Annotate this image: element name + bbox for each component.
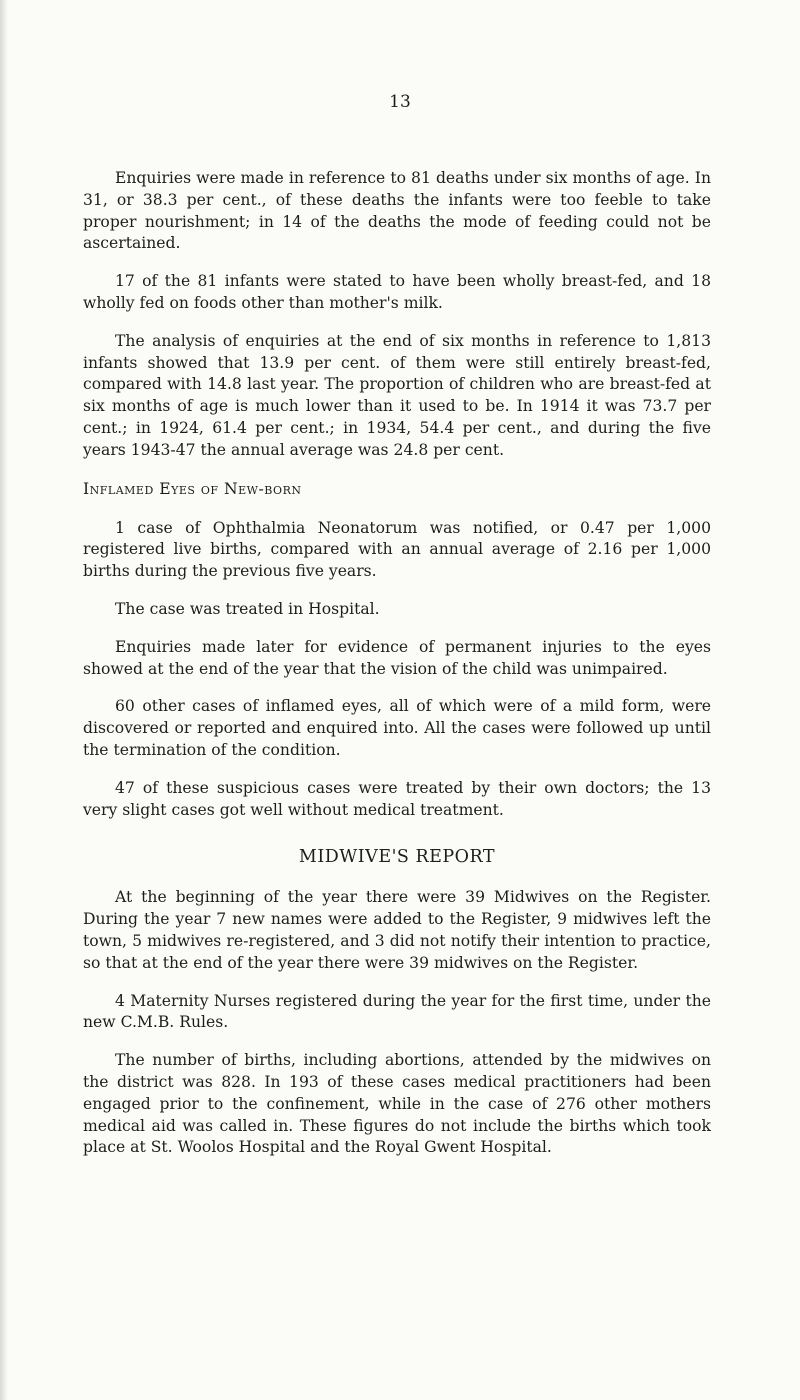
paragraph-maternity-nurses: 4 Maternity Nurses registered during the year for the first time, under the new C.M.B. Rules. — [83, 991, 711, 1032]
paragraph-midwives-register: At the beginning of the year there were 39 Midwives on the Register. During the year 7 new names were added to the Register, 9 midwives left the town, 5 midwives re-registered, and 3 did not notify their intention to practice, so that at the end of the year there were 39 midwives on the Register. — [83, 888, 711, 972]
paragraph-other-cases: 60 other cases of inflamed eyes, all of which were of a mild form, were discovered or reported and enquired into. All the cases were followed up until the termination of the condition. — [83, 697, 711, 759]
page-number: 13 — [389, 92, 411, 112]
paragraph-births-attended: The number of births, including abortions, attended by the midwives on the district was 828. In 193 of these cases medical practitioners had been engaged prior to the confinement, while in the case of 276 other mothers medical aid was called in. These figures do not include the births which took place at St. Woolos Hospital and the Royal Gwent Hospital. — [83, 1051, 711, 1157]
section-heading-midwives-report: MIDWIVE'S REPORT — [298, 847, 496, 868]
scanned-page-edge — [0, 0, 8, 1400]
page-body — [83, 168, 711, 1175]
paragraph-suspicious-cases: 47 of these suspicious cases were treated by their own doctors; the 13 very slight cases got well without medical treatment. — [83, 778, 711, 819]
paragraph-feeding-method: 17 of the 81 infants were stated to have been wholly breast-fed, and 18 wholly fed on foods other than mother's milk. — [83, 272, 711, 312]
paragraph-hospital-treatment: The case was treated in Hospital. — [115, 599, 380, 618]
paragraph-ophthalmia-case: 1 case of Ophthalmia Neonatorum was notified, or 0.47 per 1,000 registered live births, compared with an annual average of 2.16 per 1,000 births during the previous five years. — [83, 518, 711, 581]
paragraph-vision-outcome: Enquiries made later for evidence of permanent injuries to the eyes showed at the end of the year that the vision of the child was unimpaired. — [83, 637, 711, 678]
section-heading-inflamed-eyes: Inflamed Eyes of New-born — [83, 479, 302, 498]
paragraph-deaths-enquiries: Enquiries were made in reference to 81 deaths under six months of age. In 31, or 38.3 per cent., of these deaths the infants were too feeble to take proper nourishment; in 14 of the deaths the mode of feeding could not be ascertained. — [83, 169, 711, 253]
paragraph-breastfeeding-analysis: The analysis of enquiries at the end of six months in reference to 1,813 infants showed that 13.9 per cent. of them were still entirely breast-fed, compared with 14.8 last year. The proportion of children who are breast-fed at six months of age is much lower than it used to be. In 1914 it was 73.7 per cent.; in 1924, 61.4 per cent.; in 1934, 54.4 per cent., and during the five years 1943-47 the annual average was 24.8 per cent. — [83, 331, 711, 459]
